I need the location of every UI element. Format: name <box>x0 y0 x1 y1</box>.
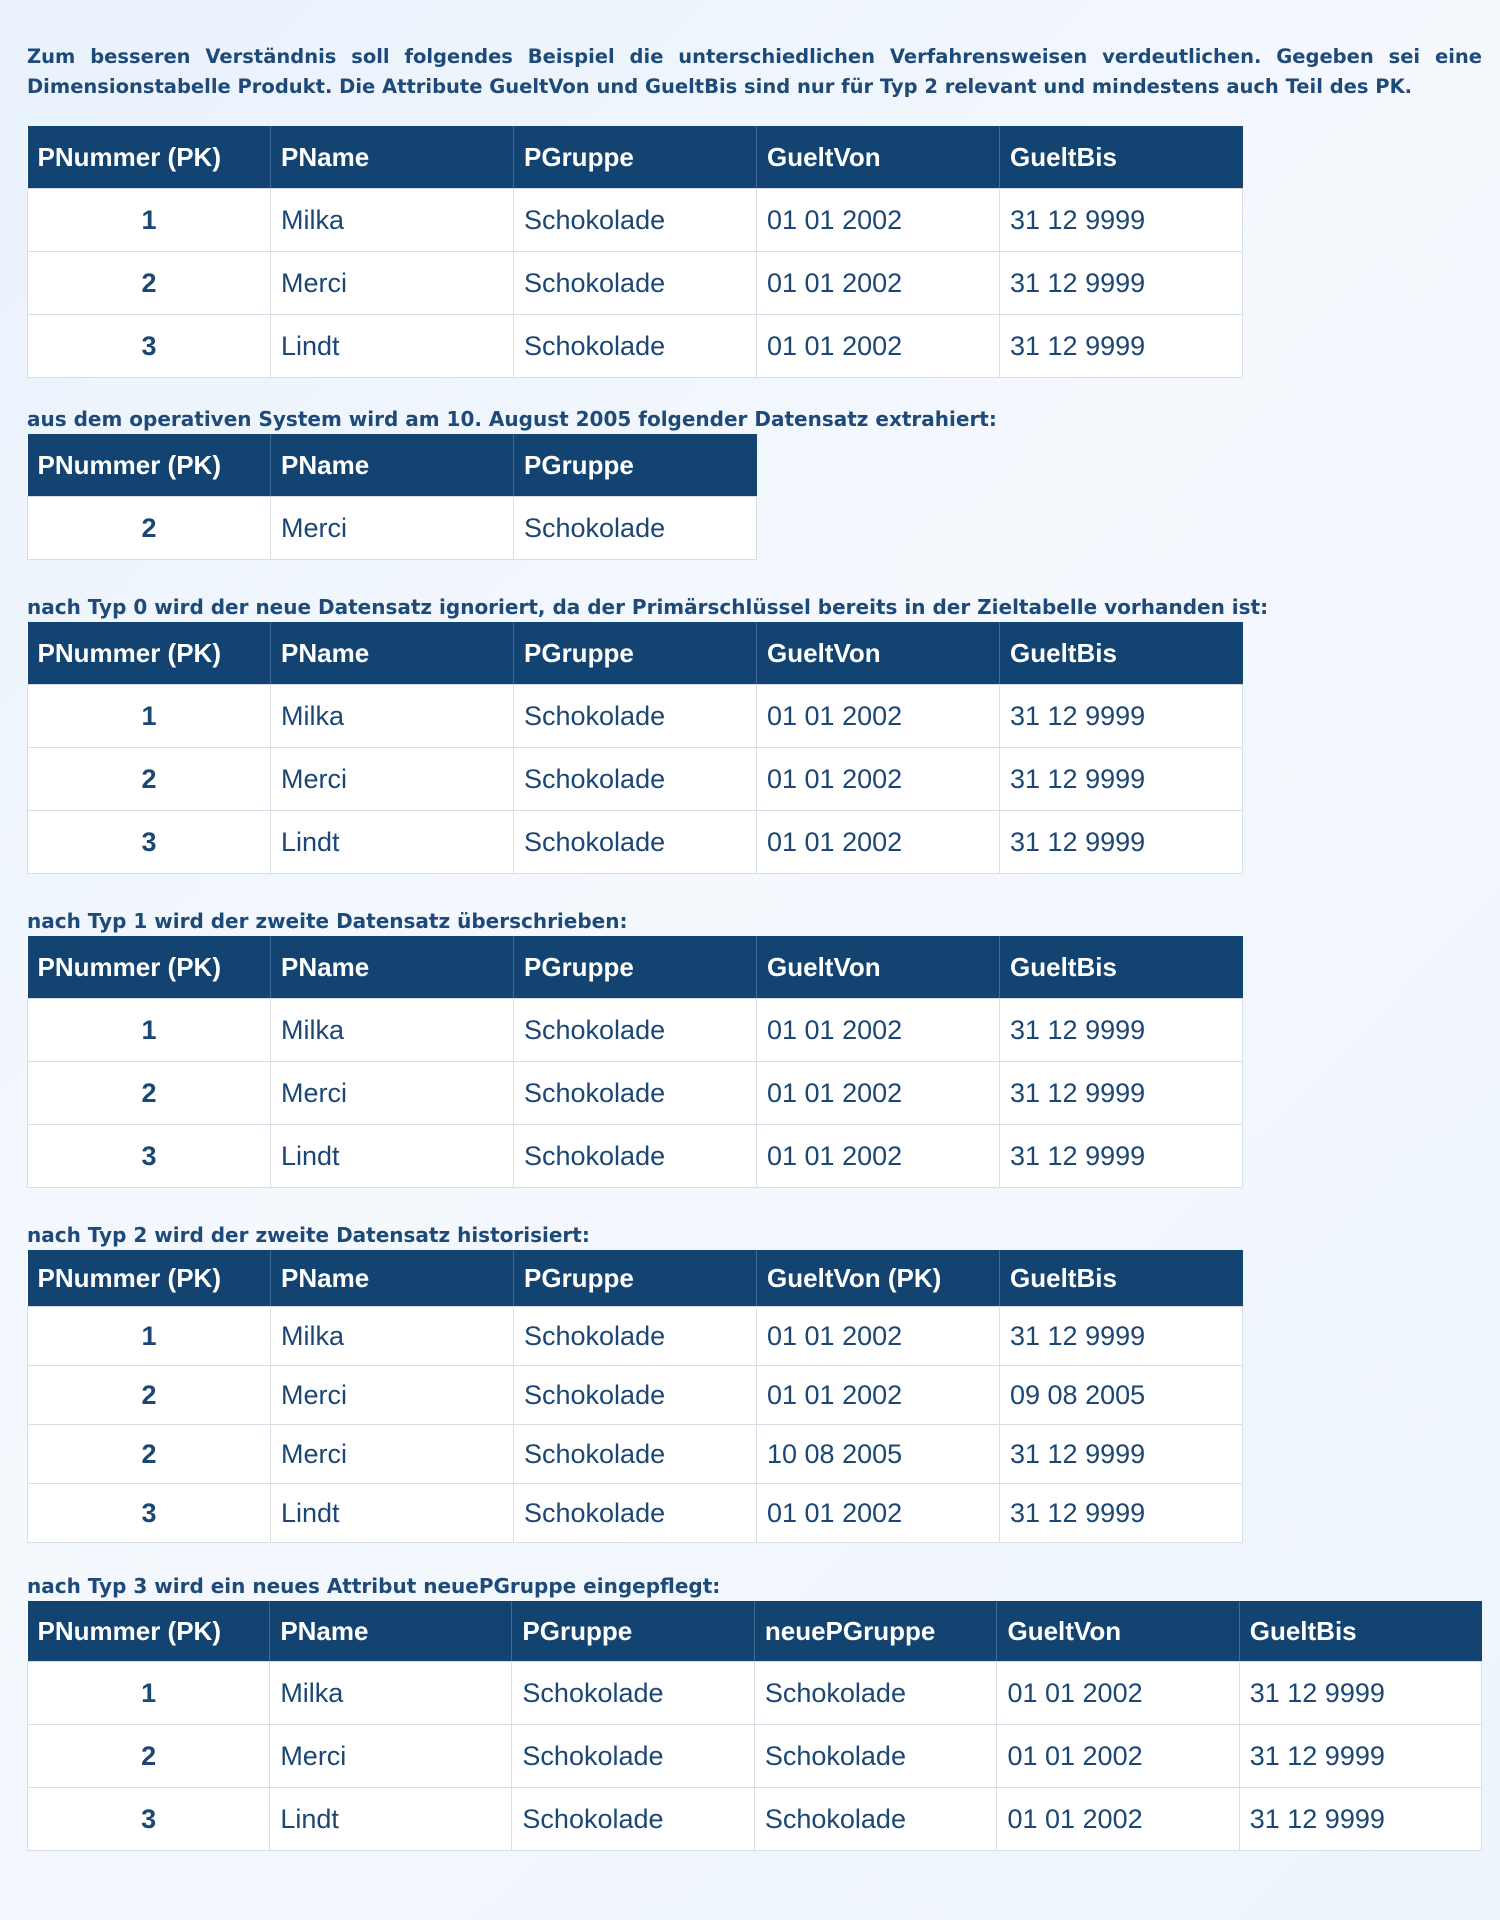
cell-gueltbis: 31 12 9999 <box>1000 252 1243 315</box>
cell-gueltbis: 31 12 9999 <box>1000 1425 1243 1484</box>
cell-gueltbis: 31 12 9999 <box>1000 189 1243 252</box>
cell-gueltbis: 31 12 9999 <box>1000 811 1243 874</box>
header-pnummer: PNummer (PK) <box>28 126 271 189</box>
cell-pnummer: 3 <box>28 1484 271 1543</box>
cell-pname: Milka <box>271 1307 514 1366</box>
cell-pname: Lindt <box>271 1125 514 1188</box>
table-header-row <box>28 1601 1482 1662</box>
typ2-caption: nach Typ 2 wird der zweite Datensatz historisiert: <box>27 1223 590 1247</box>
cell-pname: Merci <box>271 252 514 315</box>
cell-pgruppe: Schokolade <box>512 1725 754 1788</box>
cell-pgruppe: Schokolade <box>512 1662 754 1725</box>
header-pgruppe: PGruppe <box>514 1250 757 1307</box>
cell-gueltbis: 31 12 9999 <box>1000 1484 1243 1543</box>
cell-gueltbis: 31 12 9999 <box>1000 999 1243 1062</box>
header-pname: PName <box>271 126 514 189</box>
cell-pnummer: 3 <box>28 1788 270 1851</box>
cell-pname: Merci <box>271 1425 514 1484</box>
cell-pname: Merci <box>271 1366 514 1425</box>
typ0-caption: nach Typ 0 wird der neue Datensatz ignoriert, da der Primärschlüssel bereits in der Zieltabelle vorhanden ist: <box>27 595 1269 619</box>
cell-pnummer: 2 <box>28 1725 270 1788</box>
cell-pnummer: 1 <box>28 685 271 748</box>
cell-gueltbis: 31 12 9999 <box>1000 1062 1243 1125</box>
cell-pnummer: 3 <box>28 811 271 874</box>
cell-pname: Merci <box>271 1062 514 1125</box>
cell-gueltvon: 01 01 2002 <box>757 189 1000 252</box>
cell-gueltvon: 01 01 2002 <box>757 1307 1000 1366</box>
cell-pnummer: 2 <box>28 1366 271 1425</box>
cell-gueltvon: 01 01 2002 <box>757 811 1000 874</box>
table-typ2 <box>27 1250 1243 1543</box>
cell-gueltvon: 01 01 2002 <box>997 1725 1239 1788</box>
header-gueltbis: GueltBis <box>1000 936 1243 999</box>
table-row <box>28 1125 1243 1188</box>
table-row <box>28 999 1243 1062</box>
cell-gueltvon: 01 01 2002 <box>997 1788 1239 1851</box>
table-typ1 <box>27 936 1243 1188</box>
cell-pname: Milka <box>270 1662 512 1725</box>
table-header-row <box>28 434 757 497</box>
cell-gueltvon: 01 01 2002 <box>757 1484 1000 1543</box>
table-row <box>28 315 1243 378</box>
header-pnummer: PNummer (PK) <box>28 936 271 999</box>
header-gueltbis: GueltBis <box>1000 622 1243 685</box>
cell-gueltvon: 01 01 2002 <box>757 1366 1000 1425</box>
cell-pname: Merci <box>271 497 514 560</box>
header-pname: PName <box>270 1601 512 1662</box>
table-extract <box>27 434 757 560</box>
cell-gueltvon: 01 01 2002 <box>757 748 1000 811</box>
cell-pgruppe: Schokolade <box>514 1062 757 1125</box>
header-gueltbis: GueltBis <box>1239 1601 1481 1662</box>
cell-pgruppe: Schokolade <box>514 748 757 811</box>
cell-pnummer: 2 <box>28 748 271 811</box>
cell-pname: Milka <box>271 189 514 252</box>
header-gueltvon: GueltVon <box>997 1601 1239 1662</box>
header-pname: PName <box>271 1250 514 1307</box>
table-header-row <box>28 622 1243 685</box>
header-pgruppe: PGruppe <box>512 1601 754 1662</box>
table-typ0 <box>27 622 1243 874</box>
table-row <box>28 1788 1482 1851</box>
cell-pnummer: 3 <box>28 315 271 378</box>
cell-neuepgruppe: Schokolade <box>754 1662 997 1725</box>
cell-pname: Merci <box>270 1725 512 1788</box>
cell-pname: Merci <box>271 748 514 811</box>
cell-pnummer: 1 <box>28 999 271 1062</box>
cell-gueltvon: 01 01 2002 <box>997 1662 1239 1725</box>
header-pname: PName <box>271 622 514 685</box>
header-gueltvon-pk: GueltVon (PK) <box>757 1250 1000 1307</box>
header-gueltbis: GueltBis <box>1000 126 1243 189</box>
cell-gueltbis: 31 12 9999 <box>1239 1725 1481 1788</box>
cell-pname: Lindt <box>271 811 514 874</box>
cell-pnummer: 2 <box>28 1425 271 1484</box>
cell-pgruppe: Schokolade <box>514 1484 757 1543</box>
typ1-caption: nach Typ 1 wird der zweite Datensatz überschrieben: <box>27 909 628 933</box>
cell-pnummer: 3 <box>28 1125 271 1188</box>
table-typ3 <box>27 1601 1482 1851</box>
table-row <box>28 1366 1243 1425</box>
cell-pnummer: 2 <box>28 1062 271 1125</box>
table-row <box>28 1725 1482 1788</box>
table-row <box>28 685 1243 748</box>
document-page <box>27 42 1482 1851</box>
cell-gueltvon: 01 01 2002 <box>757 685 1000 748</box>
cell-pgruppe: Schokolade <box>514 685 757 748</box>
cell-pname: Milka <box>271 685 514 748</box>
table-row <box>28 1062 1243 1125</box>
cell-pgruppe: Schokolade <box>514 1307 757 1366</box>
table-row <box>28 497 757 560</box>
cell-pgruppe: Schokolade <box>514 1366 757 1425</box>
header-pname: PName <box>271 434 514 497</box>
table-row <box>28 189 1243 252</box>
cell-neuepgruppe: Schokolade <box>754 1788 997 1851</box>
cell-pnummer: 2 <box>28 497 271 560</box>
header-pnummer: PNummer (PK) <box>28 434 271 497</box>
typ3-caption: nach Typ 3 wird ein neues Attribut neuePGruppe eingepflegt: <box>27 1574 721 1598</box>
intro-paragraph: Zum besseren Verständnis soll folgendes Beispiel die unterschiedlichen Verfahrensweisen verdeutlichen. Gegeben sei eine Dimensionstabelle Produkt. Die Attribute GueltVon und GueltBis sind nur für Typ 2 relevant und mindestens auch Teil des PK. <box>27 45 1482 98</box>
header-pgruppe: PGruppe <box>514 622 757 685</box>
cell-gueltbis: 31 12 9999 <box>1000 685 1243 748</box>
cell-gueltbis: 09 08 2005 <box>1000 1366 1243 1425</box>
header-gueltbis: GueltBis <box>1000 1250 1243 1307</box>
header-pnummer: PNummer (PK) <box>28 1601 270 1662</box>
cell-gueltbis: 31 12 9999 <box>1000 1307 1243 1366</box>
cell-pgruppe: Schokolade <box>514 252 757 315</box>
header-pgruppe: PGruppe <box>514 936 757 999</box>
table-row <box>28 252 1243 315</box>
header-pnummer: PNummer (PK) <box>28 622 271 685</box>
cell-pgruppe: Schokolade <box>514 315 757 378</box>
cell-pname: Lindt <box>270 1788 512 1851</box>
extract-caption: aus dem operativen System wird am 10. August 2005 folgender Datensatz extrahiert: <box>27 407 997 431</box>
table-row <box>28 748 1243 811</box>
cell-pnummer: 1 <box>28 189 271 252</box>
header-pgruppe: PGruppe <box>514 126 757 189</box>
cell-gueltvon: 01 01 2002 <box>757 999 1000 1062</box>
cell-pname: Milka <box>271 999 514 1062</box>
cell-pgruppe: Schokolade <box>512 1788 754 1851</box>
cell-pgruppe: Schokolade <box>514 1125 757 1188</box>
cell-pname: Lindt <box>271 315 514 378</box>
table-header-row <box>28 1250 1243 1307</box>
cell-gueltbis: 31 12 9999 <box>1000 1125 1243 1188</box>
header-gueltvon: GueltVon <box>757 936 1000 999</box>
cell-gueltvon: 01 01 2002 <box>757 252 1000 315</box>
cell-pgruppe: Schokolade <box>514 811 757 874</box>
cell-pnummer: 1 <box>28 1307 271 1366</box>
cell-pgruppe: Schokolade <box>514 999 757 1062</box>
cell-gueltbis: 31 12 9999 <box>1239 1788 1481 1851</box>
table-row <box>28 1484 1243 1543</box>
cell-pgruppe: Schokolade <box>514 189 757 252</box>
cell-pname: Lindt <box>271 1484 514 1543</box>
header-pname: PName <box>271 936 514 999</box>
header-gueltvon: GueltVon <box>757 126 1000 189</box>
cell-gueltvon: 01 01 2002 <box>757 315 1000 378</box>
table-row <box>28 1662 1482 1725</box>
header-neuepgruppe: neuePGruppe <box>754 1601 997 1662</box>
cell-pgruppe: Schokolade <box>514 497 757 560</box>
cell-gueltbis: 31 12 9999 <box>1000 748 1243 811</box>
table-row <box>28 1425 1243 1484</box>
table-header-row <box>28 126 1243 189</box>
cell-gueltvon: 10 08 2005 <box>757 1425 1000 1484</box>
header-gueltvon: GueltVon <box>757 622 1000 685</box>
table-row <box>28 811 1243 874</box>
cell-neuepgruppe: Schokolade <box>754 1725 997 1788</box>
header-pnummer: PNummer (PK) <box>28 1250 271 1307</box>
cell-gueltbis: 31 12 9999 <box>1000 315 1243 378</box>
cell-gueltvon: 01 01 2002 <box>757 1062 1000 1125</box>
cell-pnummer: 1 <box>28 1662 270 1725</box>
table-initial <box>27 126 1243 378</box>
header-pgruppe: PGruppe <box>514 434 757 497</box>
table-row <box>28 1307 1243 1366</box>
cell-pgruppe: Schokolade <box>514 1425 757 1484</box>
table-header-row <box>28 936 1243 999</box>
cell-pnummer: 2 <box>28 252 271 315</box>
cell-gueltbis: 31 12 9999 <box>1239 1662 1481 1725</box>
cell-gueltvon: 01 01 2002 <box>757 1125 1000 1188</box>
